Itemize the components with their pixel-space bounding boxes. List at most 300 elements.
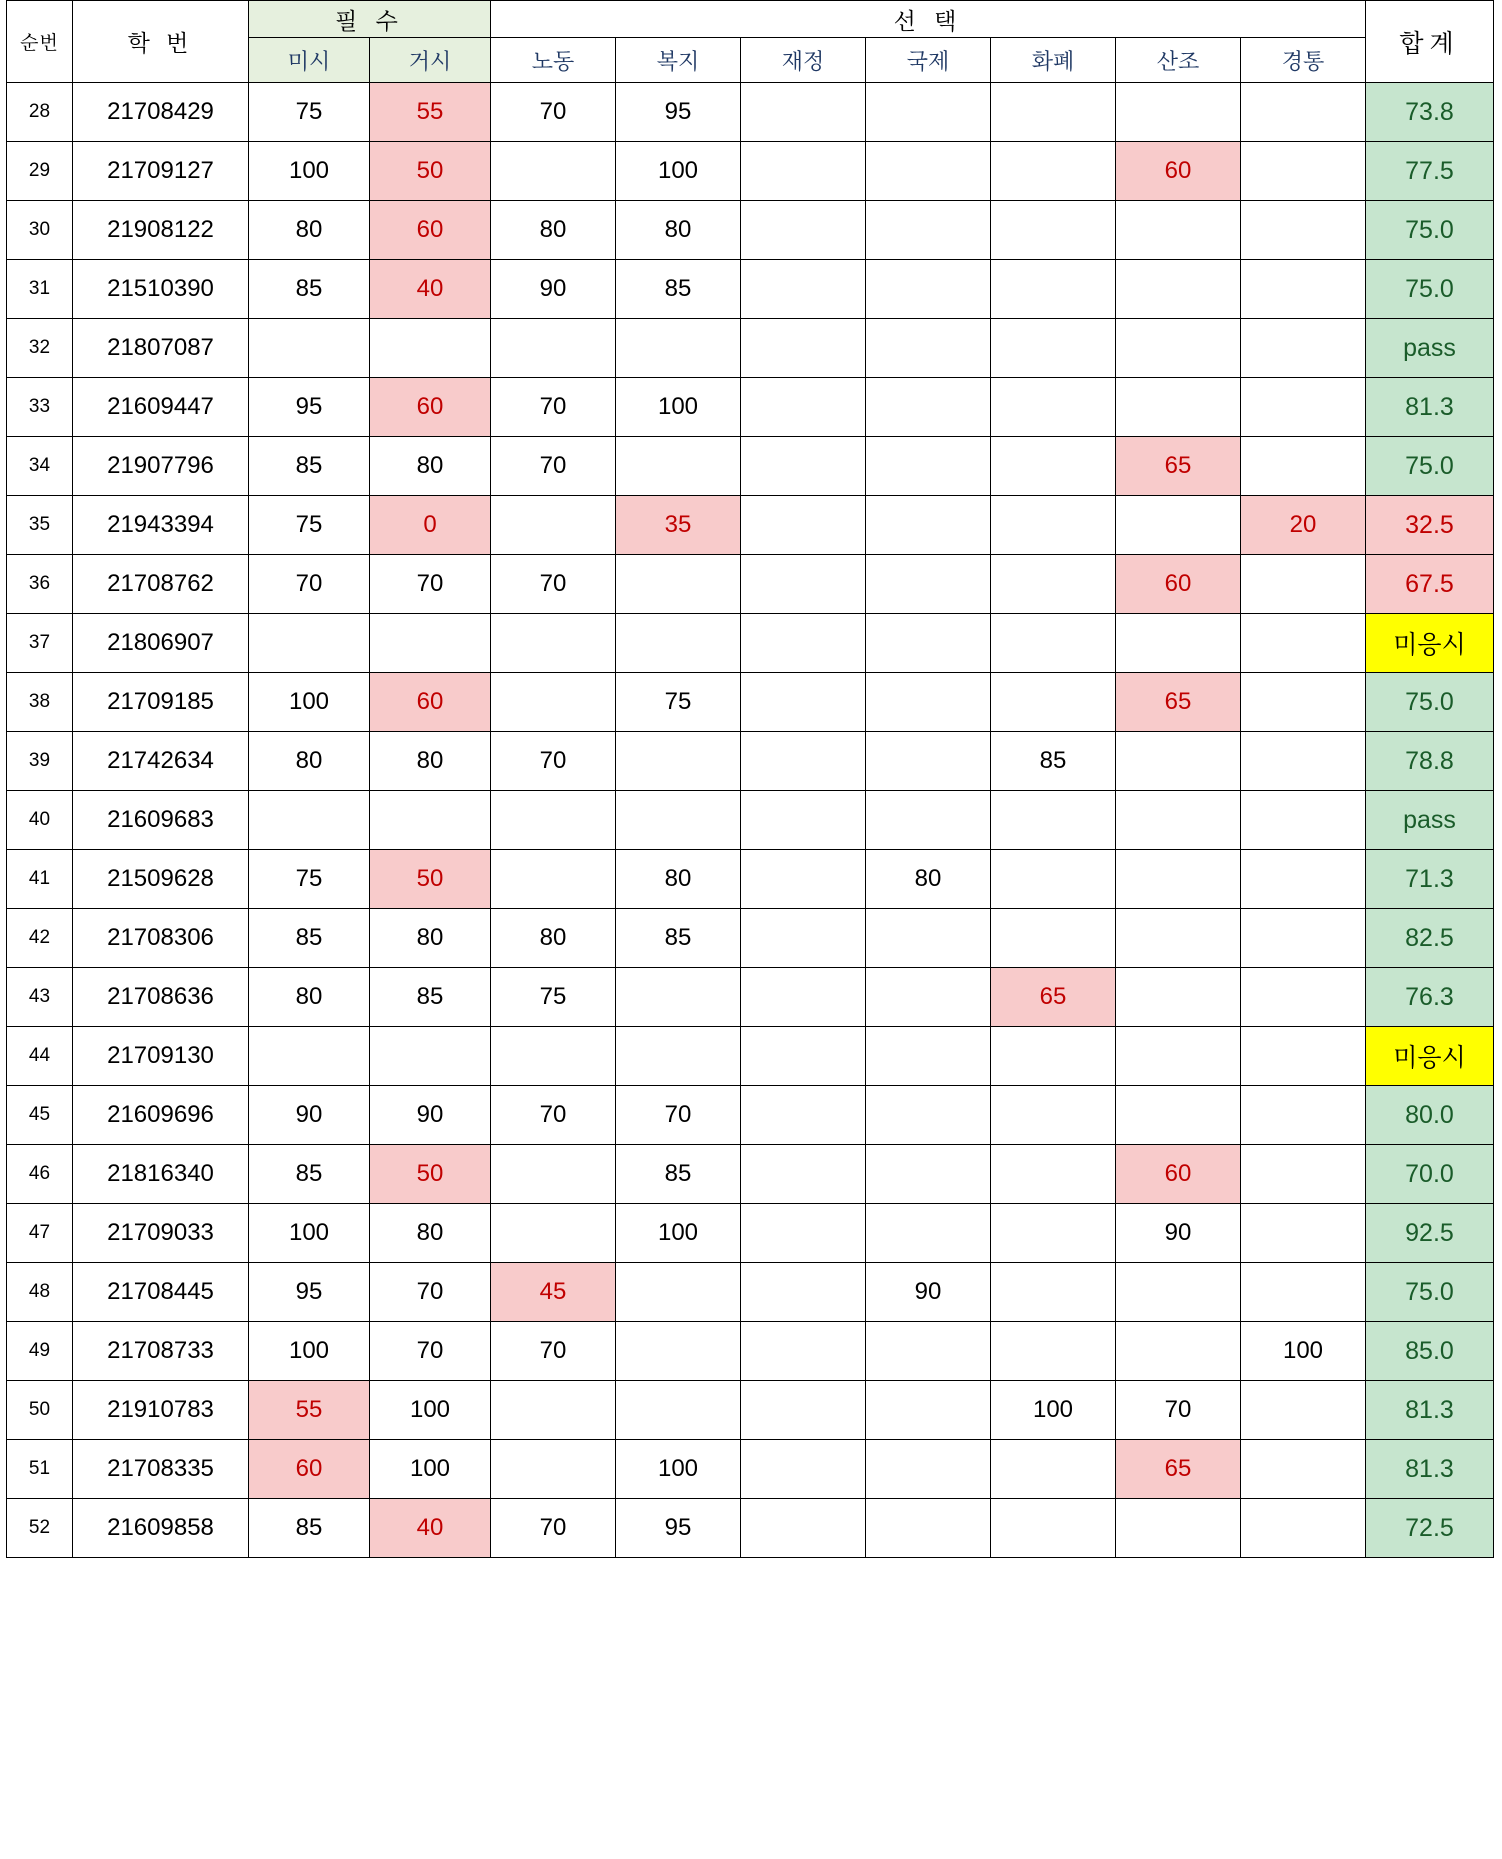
cell-score-welfare[interactable] (616, 614, 741, 673)
cell-score-welfare[interactable]: 75 (616, 673, 741, 732)
cell-score-finance[interactable] (741, 1086, 866, 1145)
cell-score-finance[interactable] (741, 850, 866, 909)
cell-score-finance[interactable] (741, 142, 866, 201)
cell-score-macro[interactable]: 60 (370, 378, 491, 437)
cell-score-econstat[interactable] (1241, 614, 1366, 673)
cell-student-id: 21609858 (73, 1499, 249, 1558)
cell-score-international[interactable] (866, 673, 991, 732)
cell-score-micro[interactable]: 85 (249, 1499, 370, 1558)
cell-score-international[interactable] (866, 437, 991, 496)
cell-score-welfare[interactable] (616, 1263, 741, 1322)
header-group-required: 필 수 (249, 1, 491, 38)
table-row (7, 83, 1494, 142)
cell-score-macro[interactable]: 0 (370, 496, 491, 555)
cell-score-econstat[interactable] (1241, 732, 1366, 791)
cell-score-finance[interactable] (741, 83, 866, 142)
cell-score-econstat[interactable] (1241, 1499, 1366, 1558)
cell-score-macro[interactable]: 80 (370, 732, 491, 791)
cell-student-id: 21907796 (73, 437, 249, 496)
cell-score-welfare[interactable] (616, 968, 741, 1027)
cell-score-labor[interactable] (491, 142, 616, 201)
cell-student-id: 21807087 (73, 319, 249, 378)
cell-score-money[interactable] (991, 850, 1116, 909)
cell-score-industrial[interactable] (1116, 83, 1241, 142)
cell-score-international[interactable] (866, 1440, 991, 1499)
cell-score-micro[interactable]: 70 (249, 555, 370, 614)
cell-score-labor[interactable]: 70 (491, 555, 616, 614)
cell-score-labor[interactable]: 70 (491, 1086, 616, 1145)
cell-score-finance[interactable] (741, 1381, 866, 1440)
cell-score-welfare[interactable]: 85 (616, 260, 741, 319)
table-row (7, 732, 1494, 791)
cell-score-money[interactable] (991, 1145, 1116, 1204)
cell-score-micro[interactable] (249, 614, 370, 673)
header-subject-labor: 노동 (491, 38, 616, 83)
cell-total: 67.5 (1366, 555, 1494, 614)
cell-score-international[interactable] (866, 260, 991, 319)
cell-score-macro[interactable]: 40 (370, 260, 491, 319)
cell-score-money[interactable] (991, 1027, 1116, 1086)
cell-score-industrial[interactable]: 70 (1116, 1381, 1241, 1440)
cell-score-micro[interactable]: 85 (249, 909, 370, 968)
cell-score-finance[interactable] (741, 1145, 866, 1204)
cell-score-welfare[interactable]: 80 (616, 850, 741, 909)
cell-total: 81.3 (1366, 378, 1494, 437)
cell-student-id: 21708445 (73, 1263, 249, 1322)
cell-score-international[interactable] (866, 1027, 991, 1086)
cell-score-micro[interactable]: 90 (249, 1086, 370, 1145)
cell-score-welfare[interactable]: 95 (616, 83, 741, 142)
cell-score-micro[interactable]: 100 (249, 1322, 370, 1381)
cell-score-econstat[interactable] (1241, 260, 1366, 319)
cell-score-industrial[interactable] (1116, 496, 1241, 555)
cell-score-micro[interactable]: 80 (249, 201, 370, 260)
cell-score-macro[interactable]: 100 (370, 1381, 491, 1440)
cell-score-econstat[interactable] (1241, 1086, 1366, 1145)
cell-score-micro[interactable]: 75 (249, 496, 370, 555)
cell-score-welfare[interactable]: 35 (616, 496, 741, 555)
table-row (7, 968, 1494, 1027)
cell-seq-no: 30 (7, 201, 73, 260)
cell-score-micro[interactable]: 95 (249, 378, 370, 437)
cell-score-macro[interactable]: 80 (370, 437, 491, 496)
cell-score-money[interactable] (991, 83, 1116, 142)
cell-score-industrial[interactable]: 90 (1116, 1204, 1241, 1263)
cell-score-labor[interactable] (491, 319, 616, 378)
table-row (7, 673, 1494, 732)
cell-student-id: 21742634 (73, 732, 249, 791)
cell-score-money[interactable]: 100 (991, 1381, 1116, 1440)
cell-score-micro[interactable]: 85 (249, 260, 370, 319)
cell-score-welfare[interactable]: 100 (616, 378, 741, 437)
cell-seq-no: 34 (7, 437, 73, 496)
cell-total: 81.3 (1366, 1381, 1494, 1440)
cell-score-money[interactable] (991, 378, 1116, 437)
cell-score-micro[interactable]: 75 (249, 850, 370, 909)
cell-score-econstat[interactable] (1241, 378, 1366, 437)
cell-score-labor[interactable]: 75 (491, 968, 616, 1027)
cell-score-labor[interactable]: 45 (491, 1263, 616, 1322)
cell-total: 77.5 (1366, 142, 1494, 201)
cell-score-finance[interactable] (741, 968, 866, 1027)
header-group-optional: 선 택 (491, 1, 1366, 38)
cell-score-finance[interactable] (741, 555, 866, 614)
cell-score-welfare[interactable]: 80 (616, 201, 741, 260)
cell-seq-no: 32 (7, 319, 73, 378)
header-seq-no: 순번 (7, 1, 73, 83)
cell-score-micro[interactable]: 60 (249, 1440, 370, 1499)
cell-score-econstat[interactable] (1241, 909, 1366, 968)
cell-score-econstat[interactable] (1241, 201, 1366, 260)
table-body (7, 83, 1494, 1558)
table-row (7, 614, 1494, 673)
cell-score-industrial[interactable] (1116, 1086, 1241, 1145)
cell-seq-no: 37 (7, 614, 73, 673)
cell-score-macro[interactable]: 40 (370, 1499, 491, 1558)
cell-score-econstat[interactable] (1241, 968, 1366, 1027)
cell-student-id: 21609696 (73, 1086, 249, 1145)
cell-score-econstat[interactable] (1241, 1381, 1366, 1440)
cell-score-micro[interactable]: 55 (249, 1381, 370, 1440)
table-row (7, 791, 1494, 850)
cell-score-money[interactable] (991, 614, 1116, 673)
cell-score-finance[interactable] (741, 732, 866, 791)
cell-score-international[interactable] (866, 614, 991, 673)
cell-score-labor[interactable]: 70 (491, 732, 616, 791)
header-subject-finance: 재정 (741, 38, 866, 83)
cell-score-micro[interactable]: 95 (249, 1263, 370, 1322)
cell-score-international[interactable] (866, 1145, 991, 1204)
cell-score-international[interactable] (866, 378, 991, 437)
cell-seq-no: 42 (7, 909, 73, 968)
cell-score-labor[interactable] (491, 1027, 616, 1086)
cell-score-econstat[interactable] (1241, 319, 1366, 378)
cell-score-micro[interactable] (249, 1027, 370, 1086)
cell-score-labor[interactable] (491, 1145, 616, 1204)
cell-score-finance[interactable] (741, 496, 866, 555)
cell-score-money[interactable] (991, 1499, 1116, 1558)
header-subject-money: 화폐 (991, 38, 1116, 83)
cell-score-welfare[interactable]: 95 (616, 1499, 741, 1558)
cell-score-macro[interactable]: 90 (370, 1086, 491, 1145)
cell-score-micro[interactable] (249, 791, 370, 850)
cell-score-micro[interactable]: 75 (249, 83, 370, 142)
cell-score-industrial[interactable] (1116, 909, 1241, 968)
cell-score-finance[interactable] (741, 1499, 866, 1558)
cell-score-welfare[interactable] (616, 437, 741, 496)
cell-seq-no: 47 (7, 1204, 73, 1263)
cell-total: 78.8 (1366, 732, 1494, 791)
cell-score-labor[interactable]: 70 (491, 1322, 616, 1381)
cell-student-id: 21708762 (73, 555, 249, 614)
cell-score-welfare[interactable] (616, 555, 741, 614)
cell-score-money[interactable] (991, 673, 1116, 732)
cell-student-id: 21708733 (73, 1322, 249, 1381)
cell-score-money[interactable] (991, 319, 1116, 378)
cell-score-macro[interactable] (370, 319, 491, 378)
cell-score-finance[interactable] (741, 201, 866, 260)
cell-score-industrial[interactable] (1116, 1263, 1241, 1322)
cell-score-econstat[interactable]: 100 (1241, 1322, 1366, 1381)
cell-score-macro[interactable] (370, 614, 491, 673)
table-row (7, 496, 1494, 555)
cell-score-labor[interactable] (491, 1440, 616, 1499)
cell-score-industrial[interactable] (1116, 260, 1241, 319)
cell-score-industrial[interactable] (1116, 1499, 1241, 1558)
cell-score-finance[interactable] (741, 909, 866, 968)
cell-seq-no: 48 (7, 1263, 73, 1322)
cell-score-industrial[interactable] (1116, 732, 1241, 791)
cell-score-international[interactable] (866, 83, 991, 142)
cell-total: 81.3 (1366, 1440, 1494, 1499)
cell-score-welfare[interactable]: 100 (616, 142, 741, 201)
table-row (7, 1145, 1494, 1204)
cell-score-econstat[interactable] (1241, 850, 1366, 909)
table-row (7, 1263, 1494, 1322)
cell-score-international[interactable] (866, 1381, 991, 1440)
cell-score-industrial[interactable] (1116, 201, 1241, 260)
cell-score-micro[interactable]: 80 (249, 968, 370, 1027)
cell-seq-no: 36 (7, 555, 73, 614)
cell-score-finance[interactable] (741, 378, 866, 437)
cell-score-macro[interactable]: 60 (370, 673, 491, 732)
table-row (7, 142, 1494, 201)
cell-score-labor[interactable]: 80 (491, 909, 616, 968)
cell-score-econstat[interactable] (1241, 555, 1366, 614)
cell-student-id: 21609683 (73, 791, 249, 850)
cell-total: 85.0 (1366, 1322, 1494, 1381)
cell-score-welfare[interactable]: 100 (616, 1204, 741, 1263)
table-row (7, 1027, 1494, 1086)
header-subject-macro: 거시 (370, 38, 491, 83)
cell-seq-no: 29 (7, 142, 73, 201)
cell-score-macro[interactable]: 85 (370, 968, 491, 1027)
cell-score-money[interactable] (991, 1263, 1116, 1322)
cell-seq-no: 41 (7, 850, 73, 909)
cell-score-international[interactable] (866, 201, 991, 260)
cell-score-micro[interactable]: 85 (249, 1145, 370, 1204)
cell-score-welfare[interactable] (616, 1381, 741, 1440)
cell-score-finance[interactable] (741, 437, 866, 496)
cell-score-international[interactable] (866, 909, 991, 968)
cell-score-international[interactable] (866, 1204, 991, 1263)
cell-student-id: 21910783 (73, 1381, 249, 1440)
cell-score-industrial[interactable]: 65 (1116, 1440, 1241, 1499)
cell-score-econstat[interactable] (1241, 791, 1366, 850)
header-subject-econstat: 경통 (1241, 38, 1366, 83)
cell-score-international[interactable] (866, 732, 991, 791)
cell-score-industrial[interactable]: 60 (1116, 142, 1241, 201)
cell-score-international[interactable] (866, 1322, 991, 1381)
cell-score-labor[interactable] (491, 1204, 616, 1263)
cell-score-welfare[interactable]: 85 (616, 1145, 741, 1204)
header-student-id: 학 번 (73, 1, 249, 83)
cell-score-international[interactable] (866, 496, 991, 555)
cell-seq-no: 31 (7, 260, 73, 319)
cell-score-micro[interactable]: 100 (249, 142, 370, 201)
cell-score-finance[interactable] (741, 1204, 866, 1263)
cell-score-macro[interactable] (370, 791, 491, 850)
cell-score-international[interactable] (866, 1499, 991, 1558)
cell-score-welfare[interactable]: 85 (616, 909, 741, 968)
cell-score-welfare[interactable]: 100 (616, 1440, 741, 1499)
cell-score-welfare[interactable] (616, 791, 741, 850)
cell-score-international[interactable]: 90 (866, 1263, 991, 1322)
cell-score-macro[interactable]: 50 (370, 142, 491, 201)
cell-score-money[interactable] (991, 201, 1116, 260)
cell-score-finance[interactable] (741, 614, 866, 673)
table-row (7, 437, 1494, 496)
cell-student-id: 21943394 (73, 496, 249, 555)
cell-score-industrial[interactable]: 65 (1116, 437, 1241, 496)
cell-score-industrial[interactable]: 60 (1116, 555, 1241, 614)
cell-score-industrial[interactable] (1116, 791, 1241, 850)
table-row (7, 1204, 1494, 1263)
cell-student-id: 21709127 (73, 142, 249, 201)
cell-student-id: 21708335 (73, 1440, 249, 1499)
cell-total: pass (1366, 319, 1494, 378)
cell-score-money[interactable] (991, 1204, 1116, 1263)
cell-score-micro[interactable]: 100 (249, 673, 370, 732)
cell-score-econstat[interactable] (1241, 142, 1366, 201)
table-row (7, 850, 1494, 909)
cell-score-econstat[interactable]: 20 (1241, 496, 1366, 555)
cell-score-money[interactable] (991, 496, 1116, 555)
cell-score-econstat[interactable] (1241, 83, 1366, 142)
cell-score-econstat[interactable] (1241, 1145, 1366, 1204)
cell-score-international[interactable] (866, 968, 991, 1027)
cell-score-finance[interactable] (741, 791, 866, 850)
cell-score-industrial[interactable] (1116, 378, 1241, 437)
cell-score-welfare[interactable]: 70 (616, 1086, 741, 1145)
cell-score-money[interactable] (991, 260, 1116, 319)
cell-score-macro[interactable]: 60 (370, 201, 491, 260)
cell-score-finance[interactable] (741, 1440, 866, 1499)
cell-score-finance[interactable] (741, 673, 866, 732)
cell-score-econstat[interactable] (1241, 673, 1366, 732)
cell-score-money[interactable] (991, 909, 1116, 968)
cell-total: 75.0 (1366, 260, 1494, 319)
cell-score-industrial[interactable] (1116, 614, 1241, 673)
cell-score-welfare[interactable] (616, 1027, 741, 1086)
cell-score-macro[interactable] (370, 1027, 491, 1086)
cell-score-macro[interactable]: 70 (370, 555, 491, 614)
table-row (7, 1322, 1494, 1381)
cell-score-micro[interactable]: 85 (249, 437, 370, 496)
cell-score-welfare[interactable] (616, 319, 741, 378)
cell-score-finance[interactable] (741, 260, 866, 319)
cell-score-labor[interactable]: 70 (491, 1499, 616, 1558)
table-head (7, 1, 1494, 83)
cell-score-labor[interactable] (491, 614, 616, 673)
cell-score-macro[interactable]: 50 (370, 1145, 491, 1204)
cell-score-macro[interactable]: 70 (370, 1263, 491, 1322)
cell-score-micro[interactable]: 100 (249, 1204, 370, 1263)
cell-score-micro[interactable] (249, 319, 370, 378)
cell-seq-no: 49 (7, 1322, 73, 1381)
cell-seq-no: 44 (7, 1027, 73, 1086)
cell-score-international[interactable] (866, 1086, 991, 1145)
cell-score-industrial[interactable] (1116, 968, 1241, 1027)
cell-score-money[interactable] (991, 1086, 1116, 1145)
cell-score-labor[interactable]: 70 (491, 437, 616, 496)
cell-score-money[interactable] (991, 142, 1116, 201)
cell-score-money[interactable] (991, 1322, 1116, 1381)
cell-score-international[interactable] (866, 142, 991, 201)
cell-score-money[interactable]: 85 (991, 732, 1116, 791)
cell-total: 75.0 (1366, 437, 1494, 496)
cell-score-finance[interactable] (741, 1027, 866, 1086)
cell-score-macro[interactable]: 55 (370, 83, 491, 142)
cell-score-labor[interactable]: 80 (491, 201, 616, 260)
cell-score-labor[interactable]: 70 (491, 83, 616, 142)
cell-score-money[interactable] (991, 555, 1116, 614)
cell-student-id: 21609447 (73, 378, 249, 437)
cell-score-money[interactable]: 65 (991, 968, 1116, 1027)
cell-score-macro[interactable]: 80 (370, 909, 491, 968)
cell-score-macro[interactable]: 70 (370, 1322, 491, 1381)
cell-score-international[interactable]: 80 (866, 850, 991, 909)
cell-score-econstat[interactable] (1241, 1440, 1366, 1499)
cell-student-id: 21806907 (73, 614, 249, 673)
table-row (7, 1499, 1494, 1558)
cell-score-international[interactable] (866, 555, 991, 614)
cell-score-industrial[interactable] (1116, 850, 1241, 909)
cell-total: 82.5 (1366, 909, 1494, 968)
cell-score-welfare[interactable] (616, 732, 741, 791)
cell-score-labor[interactable] (491, 791, 616, 850)
cell-score-econstat[interactable] (1241, 437, 1366, 496)
cell-score-labor[interactable] (491, 673, 616, 732)
cell-score-industrial[interactable] (1116, 1027, 1241, 1086)
cell-score-industrial[interactable]: 60 (1116, 1145, 1241, 1204)
cell-student-id: 21510390 (73, 260, 249, 319)
cell-seq-no: 45 (7, 1086, 73, 1145)
cell-score-labor[interactable]: 90 (491, 260, 616, 319)
cell-score-labor[interactable]: 70 (491, 378, 616, 437)
cell-score-econstat[interactable] (1241, 1027, 1366, 1086)
cell-score-finance[interactable] (741, 319, 866, 378)
table-row (7, 319, 1494, 378)
cell-score-finance[interactable] (741, 1263, 866, 1322)
cell-score-macro[interactable]: 80 (370, 1204, 491, 1263)
cell-total: 76.3 (1366, 968, 1494, 1027)
cell-score-econstat[interactable] (1241, 1263, 1366, 1322)
cell-score-industrial[interactable]: 65 (1116, 673, 1241, 732)
cell-score-labor[interactable] (491, 850, 616, 909)
cell-score-international[interactable] (866, 791, 991, 850)
cell-score-macro[interactable]: 100 (370, 1440, 491, 1499)
cell-score-industrial[interactable] (1116, 1322, 1241, 1381)
cell-score-micro[interactable]: 80 (249, 732, 370, 791)
cell-student-id: 21709033 (73, 1204, 249, 1263)
cell-score-industrial[interactable] (1116, 319, 1241, 378)
cell-score-money[interactable] (991, 437, 1116, 496)
cell-seq-no: 51 (7, 1440, 73, 1499)
cell-score-econstat[interactable] (1241, 1204, 1366, 1263)
cell-score-macro[interactable]: 50 (370, 850, 491, 909)
cell-score-international[interactable] (866, 319, 991, 378)
cell-score-labor[interactable] (491, 1381, 616, 1440)
cell-score-money[interactable] (991, 791, 1116, 850)
table-row (7, 1440, 1494, 1499)
cell-total: 80.0 (1366, 1086, 1494, 1145)
cell-score-labor[interactable] (491, 496, 616, 555)
table-row (7, 201, 1494, 260)
cell-score-welfare[interactable] (616, 1322, 741, 1381)
cell-score-finance[interactable] (741, 1322, 866, 1381)
cell-score-money[interactable] (991, 1440, 1116, 1499)
